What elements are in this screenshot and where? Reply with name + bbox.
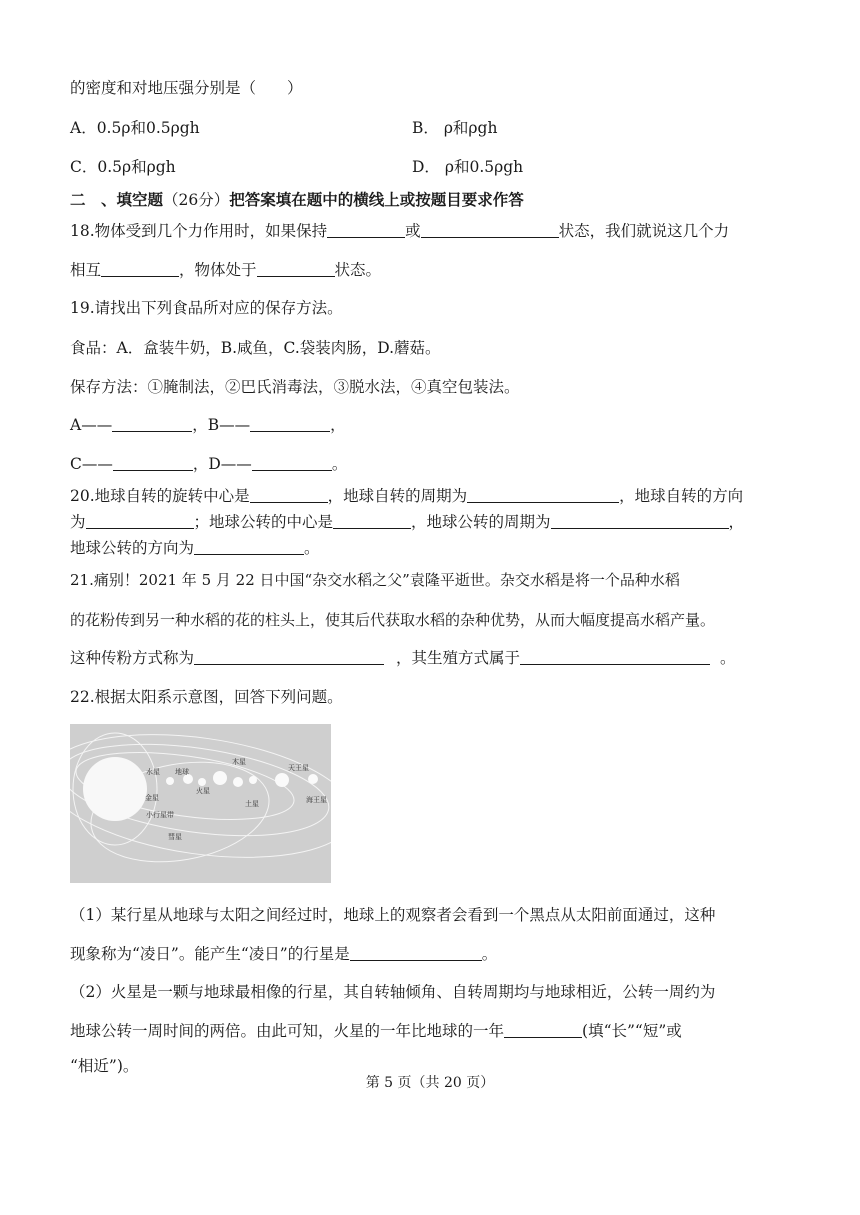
q19-text: ， [330,416,346,434]
answer-blank[interactable] [194,539,304,555]
q22-text: 现象称为“凌日”。能产生“凌日”的行星是 [70,945,350,963]
q21-text: 。 [720,649,736,667]
q21-text: 这种传粉方式称为 [70,649,195,667]
q20-line-1 [70,486,743,506]
answer-blank[interactable] [551,513,729,529]
fig-label-jupiter: 木星 [232,758,246,766]
answer-blank[interactable] [86,513,194,529]
answer-blank[interactable] [333,513,411,529]
answer-blank[interactable] [112,416,192,432]
q21-text: ，其生殖方式属于 [396,649,521,667]
q19-text: 。 [331,455,348,473]
q18-line-1 [70,221,729,241]
q21-line-2: 的花粉传到另一种水稻的花的柱头上，使其后代获取水稻的杂种优势，从而大幅度提高水稻产量。 [70,611,716,629]
q17-stem-tail: 的密度和对地压强分别是（ ） [70,79,303,97]
fig-label-asteroid: 小行星带 [146,811,174,819]
section-title: 填空题 [116,190,164,209]
answer-blank[interactable] [504,1022,582,1038]
q22-text: (填“长”“短”或 [582,1022,682,1040]
jupiter-planet [213,771,227,785]
q22-sub1-line-2 [70,944,497,964]
q18-text: 或 [405,222,421,240]
q19-text: ，D—— [192,455,252,473]
answer-blank[interactable] [250,416,330,432]
saturn-planet [275,773,289,787]
q22-sub2-line-2 [70,1021,682,1041]
q20-text: 地球公转的方向为 [70,539,195,557]
q17-option-d: D． ρ和0.5ρgh [412,158,524,176]
q17-option-a: A．0.5ρ和0.5ρgh [70,119,200,137]
answer-blank[interactable] [101,261,179,277]
answer-blank[interactable] [520,649,710,665]
answer-blank[interactable] [350,945,482,961]
q22-text: 地球公转一周时间的两倍。由此可知，火星的一年比地球的一年 [70,1022,505,1040]
q20-text: 为 [70,513,86,531]
answer-blank[interactable] [252,455,332,471]
q19-text: A—— [70,416,113,434]
fig-label-earth: 地球 [175,768,189,776]
q20-text: 20.地球自转的旋转中心是 [70,487,250,505]
q18-text: ，物体处于 [179,261,257,279]
q20-text: ，地球自转的周期为 [327,487,468,505]
answer-blank[interactable] [467,487,619,503]
small-planet [249,776,257,784]
q18-text: 相互 [70,261,102,279]
q19-answers-ab [70,415,346,435]
q19-foods: 食品：A．盒装牛奶，B.咸鱼，C.袋装肉肠，D.蘑菇。 [70,339,441,357]
q20-text: ，地球自转的方向 [619,487,744,505]
section-number: 二 、 [70,190,117,209]
q18-text: 状态。 [334,261,382,279]
q20-line-2 [70,512,744,532]
fig-label-comet: 彗星 [168,833,182,841]
q18-text: 状态，我们就说这几个力 [558,222,730,240]
q22-sub2-line-3: “相近”)。 [70,1057,139,1075]
q20-text: 。 [304,539,320,557]
answer-blank[interactable] [194,649,384,665]
uranus-planet [308,774,318,784]
q21-line-1: 21.痛别！2021 年 5 月 22 日中国“杂交水稻之父”袁隆平逝世。杂交水稻是将一个品种水稻 [70,571,680,589]
sun [83,757,147,821]
q20-text: ；地球公转的中心是 [193,513,334,531]
q17-option-c: C．0.5ρ和ρgh [70,158,176,176]
section-heading [70,190,524,210]
section-score: （26分） [163,191,230,209]
answer-blank[interactable] [113,455,193,471]
fig-label-neptune: 海王星 [306,796,327,804]
page-footer: 第 5 页（共 20 页） [365,1075,495,1091]
q19-text: C—— [70,455,113,473]
fig-label-mars: 火星 [196,787,210,795]
answer-blank[interactable] [250,487,328,503]
fig-label-mercury: 水星 [146,768,160,776]
fig-label-uranus: 天王星 [288,764,309,772]
mercury-planet [166,777,174,785]
fig-label-saturn: 土星 [245,800,259,808]
q18-line-2 [70,260,381,280]
q22-sub2-line-1: （2）火星是一颗与地球最相像的行星，其自转轴倾角、自转周期均与地球相近，公转一周约为 [70,983,716,1001]
q21-line-3 [70,648,736,668]
section-instruction: 把答案填在题中的横线上或按题目要求作答 [229,190,524,209]
answer-blank[interactable] [257,261,335,277]
venus-planet [198,778,206,786]
q22-sub1-line-1: （1）某行星从地球与太阳之间经过时，地球上的观察者会看到一个黑点从太阳前面通过，这种 [70,906,716,924]
q22-stem: 22.根据太阳系示意图，回答下列问题。 [70,688,343,706]
mars-planet [233,777,243,787]
fig-label-venus: 金星 [145,794,159,802]
answer-blank[interactable] [327,222,405,238]
q19-stem: 19.请找出下列食品所对应的保存方法。 [70,299,343,317]
q19-text: ，B—— [192,416,251,434]
answer-blank[interactable] [421,222,559,238]
solar-system-figure [70,724,331,883]
q20-text: ，地球公转的周期为 [411,513,551,531]
q20-text: ， [728,513,745,531]
q19-answers-cd [70,454,347,474]
q22-text: 。 [481,945,498,963]
q19-methods: 保存方法：①腌制法，②巴氏消毒法，③脱水法，④真空包装法。 [70,378,520,396]
q20-line-3 [70,538,320,558]
q17-option-b: B． ρ和ρgh [412,119,498,137]
q18-text: 18.物体受到几个力作用时，如果保持 [70,222,328,240]
